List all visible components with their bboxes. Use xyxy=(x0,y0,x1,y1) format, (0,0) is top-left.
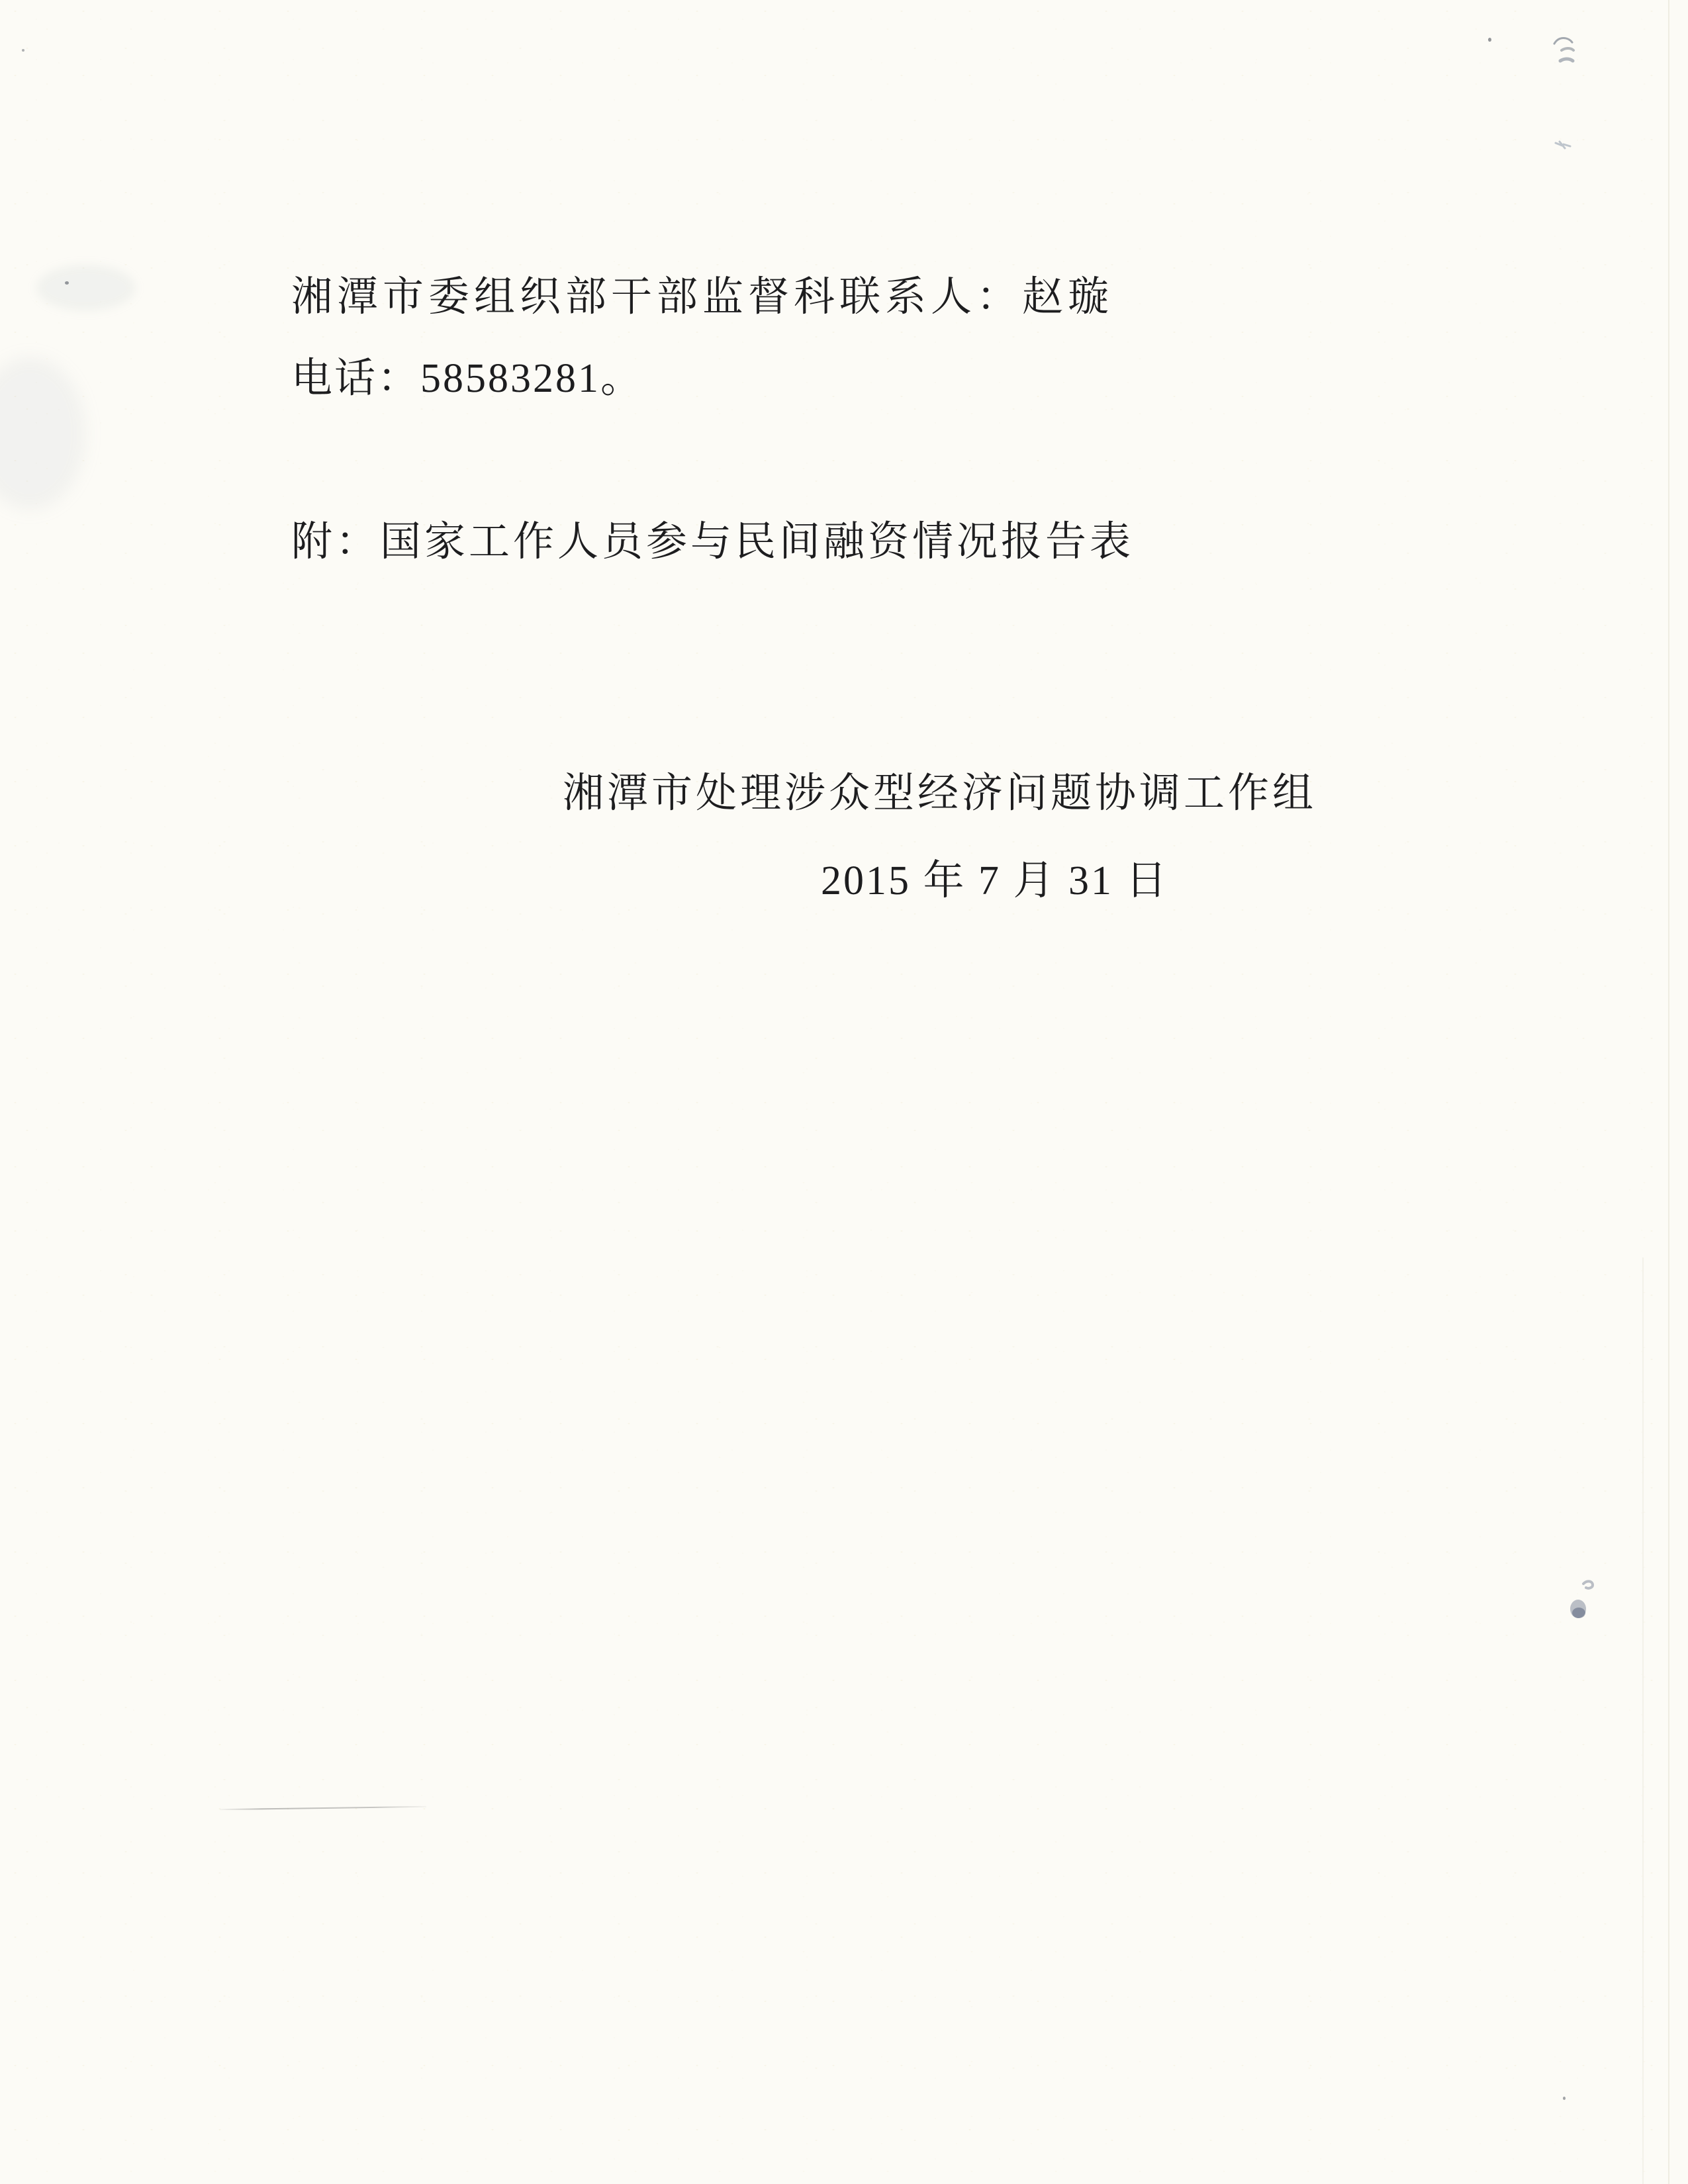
scan-speck-dot xyxy=(65,281,69,285)
scan-smudge-left xyxy=(0,357,86,510)
scan-scratch-line xyxy=(220,1806,426,1810)
scan-smudge-topleft xyxy=(36,265,136,311)
scan-edge-streak xyxy=(1668,0,1669,2184)
scan-stray-mark xyxy=(1568,1577,1597,1623)
scan-squiggle-mark xyxy=(1552,34,1579,68)
scan-tick-mark xyxy=(1554,138,1573,154)
signature-date: 2015 年 7 月 31 日 xyxy=(821,858,1169,903)
signature-organization: 湘潭市处理涉众型经济问题协调工作组 xyxy=(563,771,1317,816)
contact-line: 湘潭市委组织部干部监督科联系人：赵璇 xyxy=(291,275,1114,320)
scan-speck-dot xyxy=(1563,2097,1566,2100)
phone-line: 电话：58583281。 xyxy=(291,356,644,401)
scan-speck-dot xyxy=(1488,38,1491,42)
attachment-line: 附：国家工作人员参与民间融资情况报告表 xyxy=(291,520,1135,565)
scan-speck-dot xyxy=(22,49,24,52)
scan-edge-streak xyxy=(1642,1257,1644,2184)
